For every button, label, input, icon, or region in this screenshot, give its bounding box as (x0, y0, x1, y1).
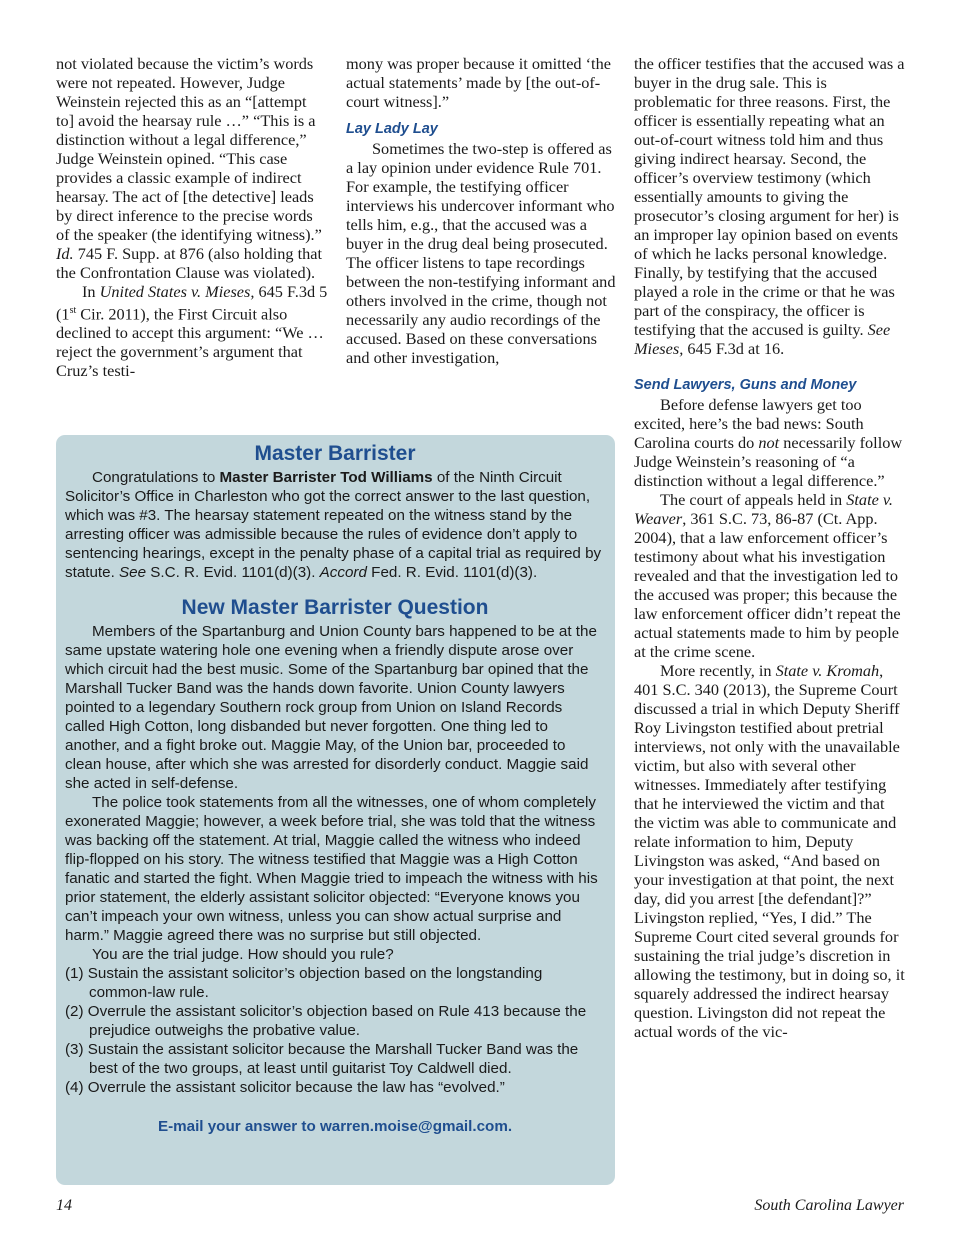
col2-paragraph-1: mony was proper because it omitted ‘the actual statements’ made by [the out-of-court witness].” (346, 54, 611, 111)
superscript-st: st (69, 305, 77, 316)
column-3 (634, 54, 906, 1041)
case-name-kromah: State v. Kromah (775, 661, 880, 680)
question-paragraph-1: Members of the Spartanburg and Union County bars happened to be at the same upstate watering hole one evening when a friendly dispute arose over which circuit had the best music. Some of the Spartanburg bar opined that the Marshall Tucker Band was the hands down favorite. Union County lawyers pointed to a legendary Southern rock group from Union on Island Records called High Cotton, long disbanded but never forgotten. One thing led to another, and a fight broke out. Maggie May, of the Union bar, proceeded to clean house, after which she was arrested for disorderly conduct. Maggie said she acted in self-defense. (65, 623, 597, 792)
email-instruction: E-mail your answer to warren.moise@gmail.com. (157, 1118, 513, 1135)
col1-paragraph-2: In United States v. Mieses, 645 F.3d 5 (1st Cir. 2011), the First Circuit also declined to accept this argument: “We … reject the government’s argument that Cruz’s testi- (56, 282, 328, 381)
subhead-lay-lady-lay: Lay Lady Lay (346, 121, 438, 137)
col3-paragraph-1: the officer testifies that the accused was a buyer in the drug sale. This is problematic for three reasons. First, the officer is essentially repeating what an out-of-court witness told him and thus giving indirect hearsay. Second, the officer’s overview testimony (which essentially amounts to giving the prosecutor’s closing argument for her) is an improper lay opinion based on events of which he lacks personal knowledge. Finally, by testifying that the accused played a role in the crime or that he was part of the conspiracy, the officer is testifying that the accused is guilty. See Mieses, 645 F.3d at 16. (634, 54, 905, 358)
case-name-mieses: United States v. Mieses, (99, 282, 255, 301)
citation-id: Id. (56, 244, 74, 263)
citation-see-mieses: See Mieses, (634, 320, 891, 358)
new-question-title: New Master Barrister Question (181, 596, 489, 619)
col3-paragraph-3: The court of appeals held in State v. Weaver, 361 S.C. 73, 86-87 (Ct. App. 2004), that a law enforcement officer’s testimony about what his investigation revealed and that the investigation led to the accused was proper; this because the law enforcement officer didn’t repeat the actual statements made to him by people at the crime scene. (634, 490, 901, 661)
question-prompt: You are the trial judge. How should you rule? (92, 946, 394, 963)
answer-option: (3) Sustain the assistant solicitor because the Marshall Tucker Band was the best of the two groups, at least until guitarist Toy Caldwell died. (65, 1041, 579, 1077)
column-1 (56, 54, 328, 380)
answer-options (65, 964, 605, 1097)
col1-paragraph-1: not violated because the victim’s words were not repeated. However, Judge Weinstein rejected this as an “[attempt to] avoid the hearsay rule …” “This is a distinction without a legal difference,” Judge Weinstein opined. “This case provides a classic example of indirect hearsay. The act of [the detective] leads by direct inference to the precise words of the speaker (the identifying witness).” Id. 745 F. Supp. at 876 (also holding that the Confrontation Clause was violated). (56, 54, 322, 282)
column-2 (346, 54, 616, 367)
answer-option: (1) Sustain the assistant solicitor’s objection based on the longstanding common-law rule. (65, 965, 543, 1001)
answer-option: (4) Overrule the assistant solicitor because the law has “evolved.” (65, 1079, 505, 1096)
subhead-send-lawyers: Send Lawyers, Guns and Money (634, 377, 857, 393)
col3-paragraph-2: Before defense lawyers get too excited, here’s the bad news: South Carolina courts do not necessarily follow Judge Weinstein’s reasoning of “a distinction without a legal difference.” (634, 395, 903, 490)
col3-paragraph-4: More recently, in State v. Kromah, 401 S.C. 340 (2013), the Supreme Court discussed a trial in which Deputy Sheriff Roy Livingston testified about pretrial interviews, not only with the unavailable victim, but also with several other witnesses. Immediately after testifying that he interviewed the victim and that the victim was able to communicate and relate information to him, Deputy Livingston was asked, “And based on your investigation at that point, the next day, did you arrest [the defendant]?” Livingston replied, “Yes, I did.” The Supreme Court cited several grounds for sustaining the trial judge’s discretion in allowing the testimony, but in doing so, it squarely addressed the indirect hearsay question. Livingston did not repeat the actual words of the vic- (634, 661, 905, 1041)
question-paragraph-2: The police took statements from all the witnesses, one of whom completely exonerated Maggie; however, a week before trial, she was told that the witness was backing off the statement. At trial, Maggie called the witness who indeed flip-flopped on his story. The witness testified that Maggie was a High Cotton fanatic and started the fight. When Maggie tried to impeach the witness with his prior statement, the elderly assistant solicitor objected: “Everyone knows you can’t impeach your own witness, unless you can show actual surprise and harm.” Maggie agreed there was no surprise but still objected. (65, 794, 598, 944)
magazine-title: South Carolina Lawyer (754, 1197, 904, 1214)
col2-paragraph-2: Sometimes the two-step is offered as a lay opinion under evidence Rule 701. For example, the testifying officer interviews his undercover informant who tells him, e.g., that the accused was a buyer in the drug deal being prosecuted. The officer listens to tape recordings between the non-testifying informant and others involved in the crime, though not necessarily any audio recordings of the accused. Based on these conversations and other investigation, (346, 139, 616, 367)
case-name-weaver: State v. Weaver (634, 490, 893, 528)
winner-name: Master Barrister Tod Williams (219, 469, 433, 486)
congratulations-paragraph: Congratulations to Master Barrister Tod Williams of the Ninth Circuit Solicitor’s Office in Charleston who got the correct answer to the last question, which was #3. The hearsay statement repeated on the witness stand by the arresting officer was admissible because the rules of evidence don’t apply to sentencing hearings, except in the penalty phase of a capital trial as required by statute. See S.C. R. Evid. 1101(d)(3). Accord Fed. R. Evid. 1101(d)(3). (65, 469, 602, 581)
emphasis-not: not (758, 433, 780, 452)
answer-option: (2) Overrule the assistant solicitor’s objection based on Rule 413 because the prejudice outweighs the probative value. (65, 1003, 587, 1039)
page-number: 14 (56, 1197, 72, 1214)
master-barrister-title: Master Barrister (254, 442, 416, 465)
master-barrister-box (56, 435, 615, 1185)
